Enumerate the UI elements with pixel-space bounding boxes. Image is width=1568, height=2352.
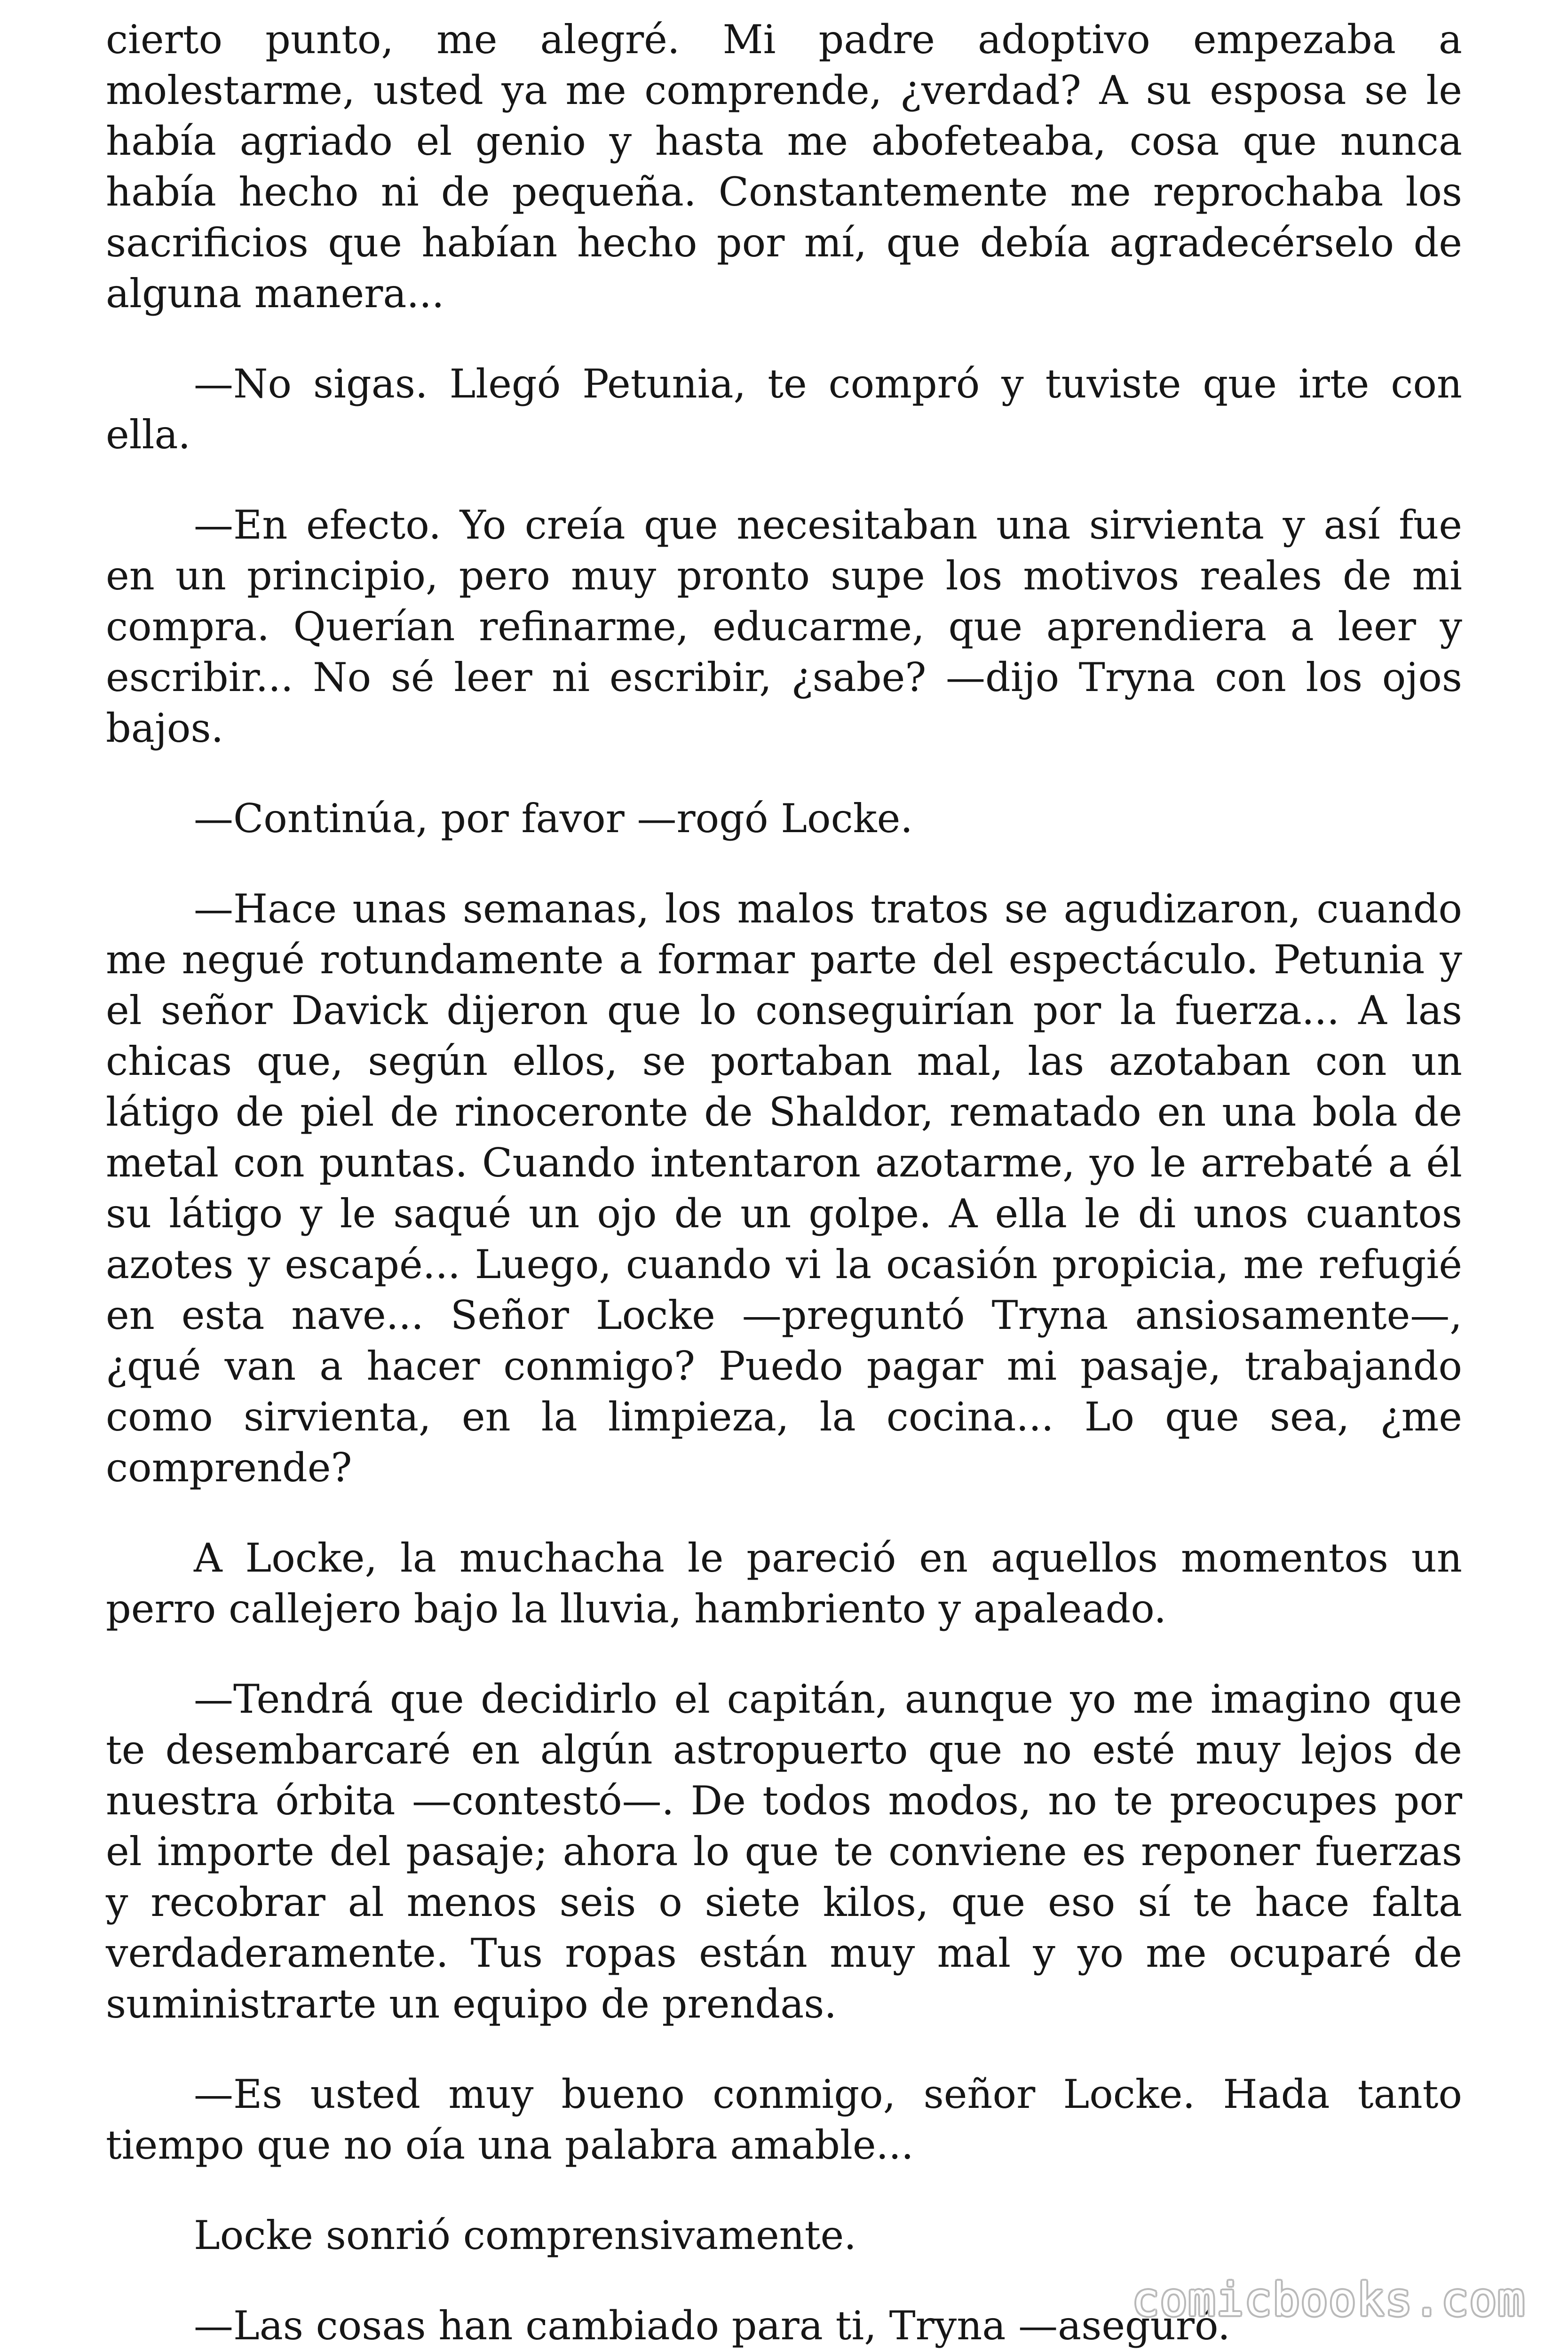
paragraph-2: —No sigas. Llegó Petunia, te compró y tuviste que irte con ella. <box>106 361 1462 458</box>
paragraph-8: —Es usted muy bueno conmigo, señor Locke. Hada tanto tiempo que no oía una palabra amable... <box>106 2071 1462 2168</box>
paragraph-6: A Locke, la muchacha le pareció en aquellos momentos un perro callejero bajo la lluvia, hambriento y apaleado. <box>106 1535 1462 1632</box>
paragraph-4: —Continúa, por favor —rogó Locke. <box>194 795 913 842</box>
book-page <box>106 14 1462 2352</box>
paragraph-1: cierto punto, me alegré. Mi padre adoptivo empezaba a molestarme, usted ya me comprende, ¿verdad? A su esposa se le había agriado el genio y hasta me abofeteaba, cosa que nunca había hecho ni de pequeña. Constantemente me reprochaba los sacrificios que habían hecho por mí, que debía agradecérselo de alguna manera... <box>106 16 1462 317</box>
paragraph-5: —Hace unas semanas, los malos tratos se agudizaron, cuando me negué rotundamente a formar parte del espectáculo. Petunia y el señor Davick dijeron que lo conseguirían por la fuerza... A las chicas que, según ellos, se portaban mal, las azotaban con un látigo de piel de rinoceronte de Shaldor, rematado en una bola de metal con puntas. Cuando intentaron azotarme, yo le arrebaté a él su látigo y le saqué un ojo de un golpe. A ella le di unos cuantos azotes y escapé... Luego, cuando vi la ocasión propicia, me refugié en esta nave... Señor Locke —preguntó Tryna ansiosamente—, ¿qué van a hacer conmigo? Puedo pagar mi pasaje, trabajando como sirvienta, en la limpieza, la cocina... Lo que sea, ¿me comprende? <box>106 886 1462 1491</box>
paragraph-7: —Tendrá que decidirlo el capitán, aunque yo me imagino que te desembarcaré en algún astropuerto que no esté muy lejos de nuestra órbita —contestó—. De todos modos, no te preocupes por el importe del pasaje; ahora lo que te conviene es reponer fuerzas y recobrar al menos seis o siete kilos, que eso sí te hace falta verdaderamente. Tus ropas están muy mal y yo me ocuparé de suministrarte un equipo de prendas. <box>106 1676 1462 2027</box>
paragraph-9: Locke sonrió comprensivamente. <box>194 2212 856 2258</box>
watermark-text: comicbooks.com <box>1132 2273 1526 2326</box>
paragraph-10: —Las cosas han cambiado para ti, Tryna —aseguró. <box>194 2303 1230 2349</box>
paragraph-3: —En efecto. Yo creía que necesitaban una sirvienta y así fue en un principio, pero muy pronto supe los motivos reales de mi compra. Querían refinarme, educarme, que aprendiera a leer y escribir... No sé leer ni escribir, ¿sabe? —dijo Tryna con los ojos bajos. <box>106 502 1462 751</box>
